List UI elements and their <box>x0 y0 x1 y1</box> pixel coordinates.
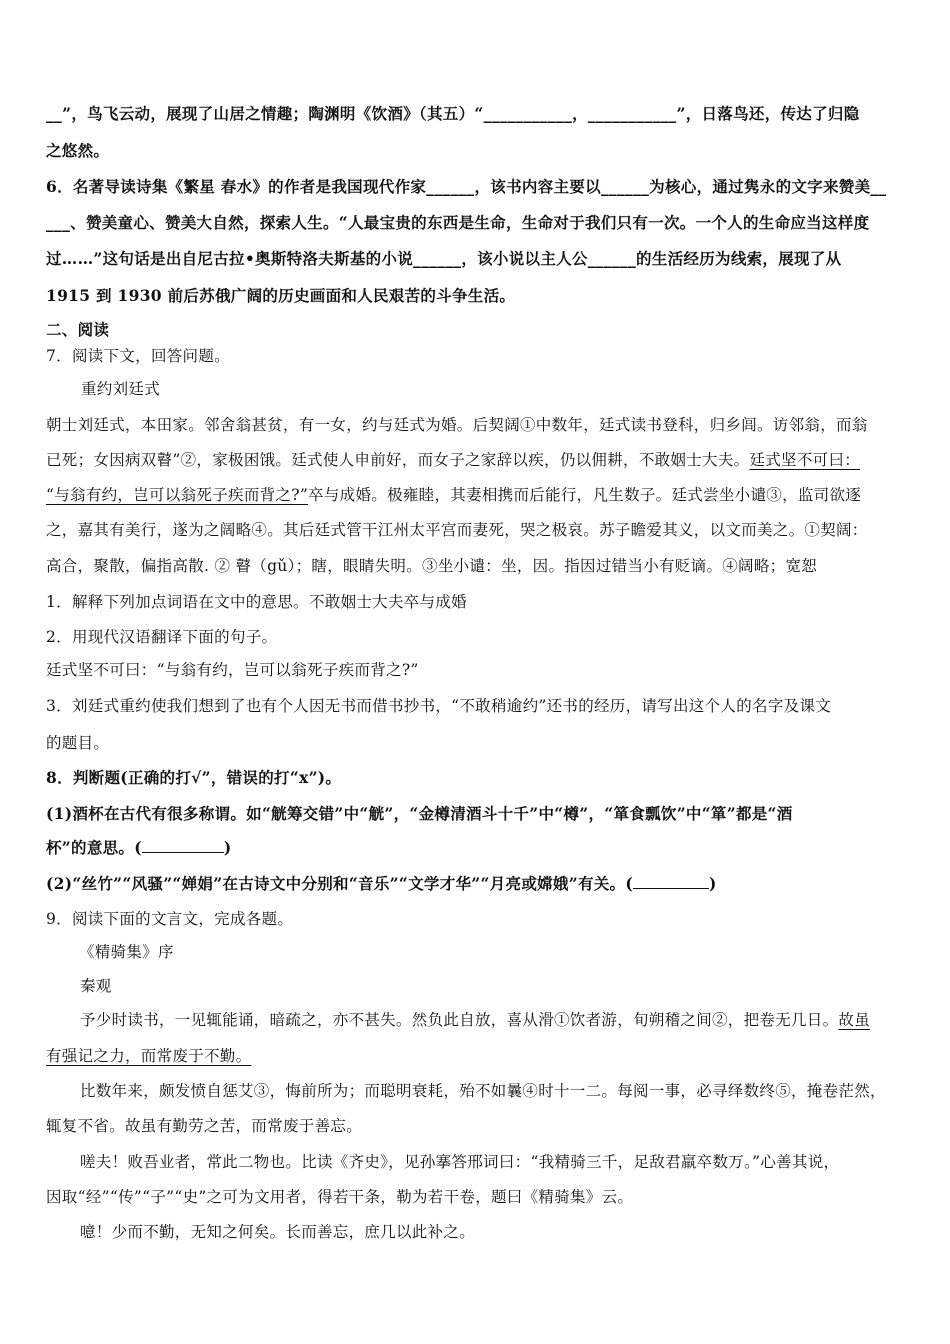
q7-subquestion-2: 2．用现代汉语翻译下面的句子。 <box>46 628 278 646</box>
q8-title: 8．判断题(正确的打√”，错误的打“x”)。 <box>46 768 342 787</box>
q7-passage-title: 重约刘廷式 <box>81 380 161 398</box>
q9-paragraph-4: 噫！少而不勤，无知之何矣。长而善忘，庶几以此补之。 <box>80 1223 476 1241</box>
q8-item-1-close: ) <box>223 838 232 857</box>
q8-item-1-line-2 <box>46 836 232 858</box>
q9-paragraph-2-line-1: 比数年来，颇发愤自惩艾③，悔前所为；而聪明衰耗，殆不如曩④时十一二。每阅一事，必寻绎数终⑤，掩卷茫然， <box>80 1082 886 1100</box>
q7-prompt: 7．阅读下文，回答问题。 <box>46 347 230 365</box>
intro-line-1: __”，鸟飞云动，展现了山居之情趣；陶渊明《饮酒》（其五）“___________，___________”，日落鸟还，传达了归隐 <box>46 104 860 123</box>
q9-underlined-sentence-start: 故虽 <box>838 1011 871 1029</box>
q9-passage-title: 《精骑集》序 <box>79 943 174 961</box>
q8-item-1-answer-blank[interactable] <box>142 838 224 853</box>
q7-notes: 高合，聚散，偏指高散. ② 瞽（gǔ）；瞎，眼睛失明。③坐小谴：坐，因。指因过错当小有贬谪。④阔略；宽恕 <box>46 557 818 575</box>
q9-author: 秦观 <box>80 977 112 995</box>
q6-line-1: 6．名著导读诗集《繁星 春水》的作者是我国现代作家______，该书内容主要以______为核心，通过隽永的文字来赞美__ <box>46 177 887 196</box>
section-title-reading: 二、阅读 <box>46 320 110 339</box>
q7-subquestion-3-line-1: 3．刘廷式重约使我们想到了也有个人因无书而借书抄书，“不敢稍逾约”还书的经历，请写出这个人的名字及课文 <box>46 697 832 715</box>
q9-paragraph-1-line-2 <box>46 1044 251 1066</box>
q7-underlined-sentence-start: 廷式坚不可曰： <box>749 451 861 469</box>
q8-item-1-line-1: (1)酒杯在古代有很多称谓。如“觥筹交错”中“觥”，“金樽清酒斗十千”中“樽”，“箪食瓢饮”中“箪”都是“酒 <box>46 804 793 823</box>
q8-item-2-text: (2)“丝竹”“风骚”“婵娟”在古诗文中分别和“音乐”“文学才华”“月亮或嫦娥”有关。( <box>46 874 633 893</box>
q6-line-2: ___、赞美童心、赞美大自然，探索人生。“人最宝贵的东西是生命，生命对于我们只有一次。一个人的生命应当这样度 <box>46 213 870 232</box>
q7-passage-line-4: 之，嘉其有美行，遂为之阔略④。其后廷式管干江州太平宫而妻死，哭之极哀。苏子瞻爱其义，以文而美之。①契阔： <box>46 521 868 539</box>
q9-paragraph-1-line-1 <box>80 1008 870 1030</box>
q9-paragraph-2-line-2: 辄复不省。故虽有勤劳之苦，而常废于善忘。 <box>46 1117 363 1135</box>
q7-passage-line-2-text: 已死；女因病双瞽”②，家极困饿。廷式使人申前好，而女子之家辞以疾，仍以佣耕，不敢姻士大夫。 <box>46 451 750 469</box>
q7-subquestion-2-quote: 廷式坚不可曰：“与翁有约，岂可以翁死子疾而背之?” <box>46 661 419 679</box>
q7-subquestion-1: 1．解释下列加点词语在文中的意思。不敢姻士大夫卒与成婚 <box>46 593 467 611</box>
q7-passage-line-1: 朝士刘廷式，本田家。邻舍翁甚贫，有一女，约与廷式为婚。后契阔①中数年，廷式读书登科，归乡闾。访邻翁，而翁 <box>46 416 868 434</box>
q9-paragraph-1-text: 予少时读书，一见辄能诵，暗疏之，亦不甚失。然负此自放，喜从滑①饮者游，旬朔稽之间②，把卷无几日。 <box>80 1011 839 1029</box>
q8-item-2-close: ) <box>708 874 717 893</box>
intro-line-2: 之悠然。 <box>46 141 110 160</box>
q8-item-2-answer-blank[interactable] <box>633 874 709 889</box>
q9-paragraph-3-line-1: 嗟夫！败吾业者，常此二物也。比读《齐史》，见孙搴答邢词曰：“我精骑三千，足敌君羸卒数万。”心善其说， <box>80 1153 840 1171</box>
q9-prompt: 9．阅读下面的文言文，完成各题。 <box>46 910 294 928</box>
q6-line-3: 过……”这句话是出自尼古拉•奥斯特洛夫斯基的小说______，该小说以主人公______的生活经历为线索，展现了从 <box>46 249 842 268</box>
q7-underlined-sentence-end: “与翁有约，岂可以翁死子疾而背之?” <box>46 486 309 504</box>
q7-subquestion-3-line-2: 的题目。 <box>46 734 110 752</box>
q7-passage-line-3-text: 卒与成婚。极雍睦，其妻相携而后能行，凡生数子。廷式尝坐小谴③，监司欲逐 <box>308 486 862 504</box>
q7-passage-line-2 <box>46 448 860 470</box>
q7-passage-line-3 <box>46 483 861 505</box>
q8-item-2 <box>46 872 717 894</box>
q8-item-1-text: 杯”的意思。( <box>46 838 142 857</box>
q6-line-4: 1915 到 1930 前后苏俄广阔的历史画面和人民艰苦的斗争生活。 <box>46 286 516 305</box>
q9-underlined-sentence-end: 有强记之力，而常废于不勤。 <box>46 1047 252 1065</box>
q9-paragraph-3-line-2: 因取“经”“传”“子”“史”之可为文用者，得若干条，勒为若干卷，题曰《精骑集》云。 <box>46 1188 634 1206</box>
